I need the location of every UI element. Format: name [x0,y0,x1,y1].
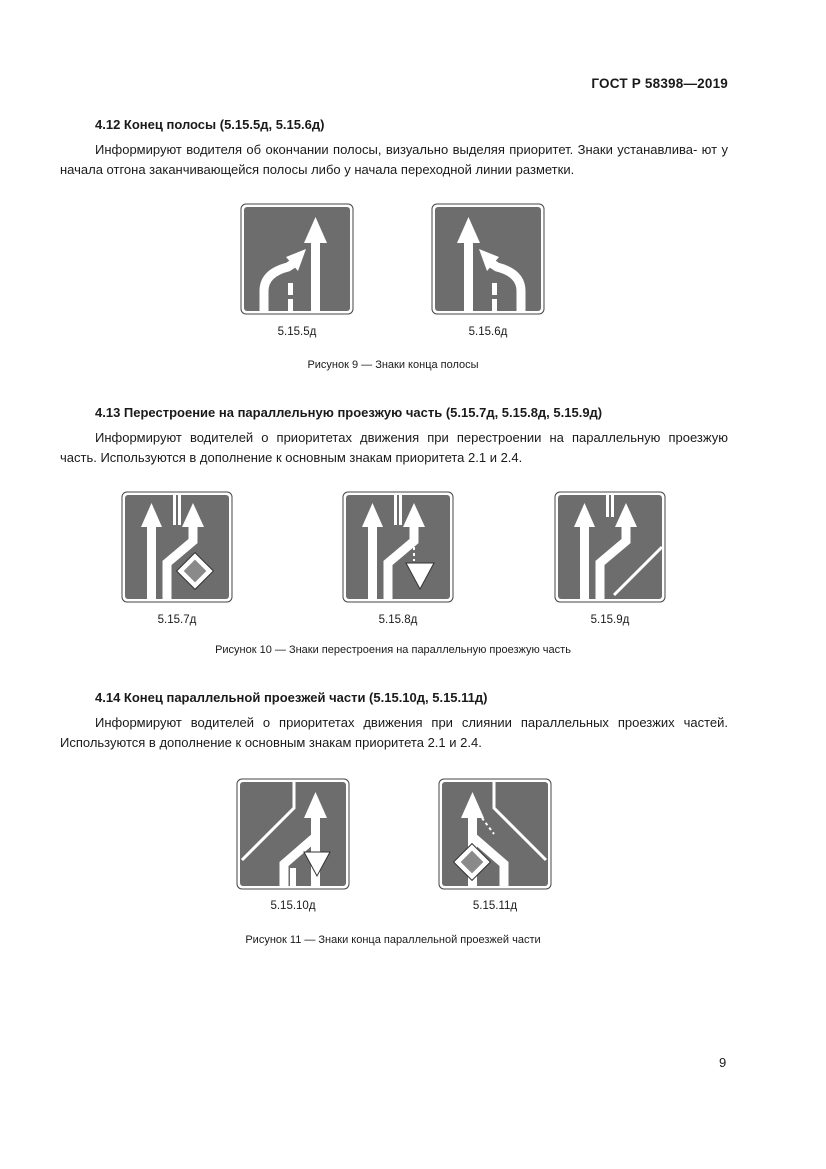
figure-caption-9: Рисунок 9 — Знаки конца полосы [307,359,479,371]
section-heading-4-14: 4.14 Конец параллельной проезжей части (5.15.10д, 5.15.11д) [95,690,488,705]
section-text-4-12: Информируют водителя об окончании полосы, визуально выделяя приоритет. Знаки устанавлива- ют у начала отгона заканчивающейся полосы либо у начала переходной линии разметки. [60,142,728,177]
sign-code-5-15-11: 5.15.11д [472,900,518,912]
roadway-end-yield-icon [236,778,350,890]
page-number: 9 [719,1055,727,1070]
sign-code-5-15-10: 5.15.10д [270,900,316,912]
section-heading-4-12: 4.12 Конец полосы (5.15.5д, 5.15.6д) [95,117,325,132]
section-text-4-14: Информируют водителей о приоритетах движения при слиянии параллельных проезжих частей. Используются в дополнение к основным знакам приоритета 2.1 и 2.4. [60,715,728,750]
sign-code-5-15-9: 5.15.9д [590,614,630,626]
sign-code-5-15-7: 5.15.7д [157,614,197,626]
merge-yield-icon [342,491,454,603]
lane-end-right-icon [240,203,354,315]
sign-code-5-15-5: 5.15.5д [277,326,317,338]
section-heading-4-13: 4.13 Перестроение на параллельную проезжую часть (5.15.7д, 5.15.8д, 5.15.9д) [95,405,603,420]
section-text-4-13: Информируют водителей о приоритетах движения при перестроении на параллельную проезжую часть. Используются в дополнение к основным знакам приоритета 2.1 и 2.4. [60,430,728,465]
figure-caption-10: Рисунок 10 — Знаки перестроения на параллельную проезжую часть [215,644,571,656]
roadway-end-priority-icon [438,778,552,890]
sign-code-5-15-6: 5.15.6д [468,326,508,338]
merge-parallel-road-icon [554,491,666,603]
lane-end-left-icon [431,203,545,315]
figure-caption-11: Рисунок 11 — Знаки конца параллельной проезжей части [245,934,541,946]
merge-priority-road-icon [121,491,233,603]
sign-code-5-15-8: 5.15.8д [378,614,418,626]
standard-number: ГОСТ Р 58398—2019 [591,76,728,91]
